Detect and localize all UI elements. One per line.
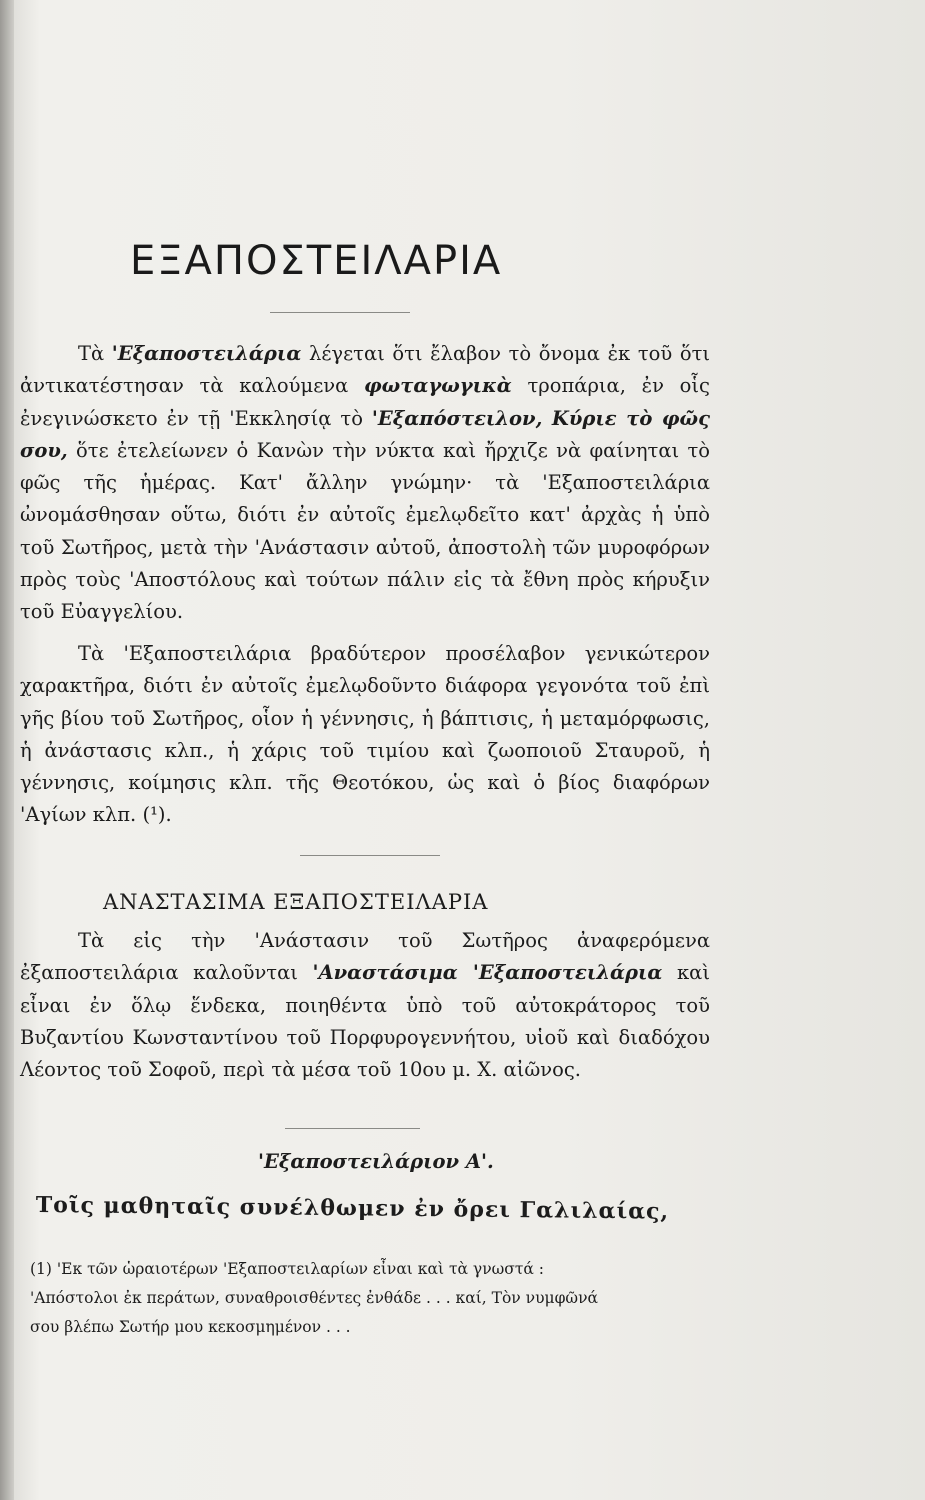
intro-term-fotagogika: φωταγωγικὰ (364, 374, 512, 398)
section-term-anastasima: 'Αναστάσιμα 'Εξαποστειλάρια (312, 961, 663, 985)
chapter-title: ΕΞΑΠΟΣΤΕΙΛΑΡΙΑ (130, 238, 503, 284)
intro-text-4: ὅτε ἐτελείωνεν ὁ Κανὼν τὴν νύκτα καὶ ἤρχιζε νὰ φαίνηται τὸ φῶς τῆς ἡμέρας. Κατ' ἄλλην γνώμην· τὰ 'Εξαποστειλάρια ὠνομάσθησαν οὕτω, διότι ἐν αὐτοῖς ἐμελῳδεῖτο κατ' ἀρχὰς ἡ ὑπὸ τοῦ Σωτῆρος, μετὰ τὴν 'Ανάστασιν αὐτοῦ, ἀποστολὴ τῶν μυροφόρων πρὸς τοὺς 'Αποστόλους καὶ τούτων πάλιν εἰς τὰ ἔθνη πρὸς κήρυξιν τοῦ Εὐαγγελίου. (20, 438, 710, 624)
hymn-first-line: Τοῖς μαθηταῖς συνέλθωμεν ἐν ὄρει Γαλιλαίας, (35, 1192, 670, 1225)
section-paragraph (20, 925, 710, 1086)
section-title: ΑΝΑΣΤΑΣΙΜΑ ΕΞΑΠΟΣΤΕΙΛΑΡΙΑ (103, 890, 489, 914)
section-text-2: καὶ εἶναι ἐν ὅλῳ ἕνδεκα, ποιηθέντα ὑπὸ τοῦ αὐτοκράτορος τοῦ Βυζαντίου Κωνσταντίνου τοῦ Πορφυρογεννήτου, υἱοῦ καὶ διαδόχου Λέοντος τοῦ Σοφοῦ, περὶ τὰ μέσα τοῦ 10ου μ. Χ. αἰῶνος. (20, 961, 710, 1082)
intro-text-3: τροπάρια, ἐν οἷς ἐνεγινώσκετο ἐν τῇ 'Εκκλησίᾳ τὸ (20, 374, 710, 430)
section-divider-top (300, 855, 440, 856)
section-text-1: Τὰ εἰς τὴν 'Ανάστασιν τοῦ Σωτῆρος ἀναφερόμενα ἐξαποστειλάρια καλοῦνται (20, 929, 710, 985)
intro-paragraph-2-text: Τὰ 'Εξαποστειλάρια βραδύτερον προσέλαβον γενικώτερον χαρακτῆρα, διότι ἐν αὐτοῖς ἐμελῳδοῦντο διάφορα γεγονότα τοῦ ἐπὶ γῆς βίου τοῦ Σωτῆρος, οἷον ἡ γέννησις, ἡ βάπτισις, ἡ μεταμόρφωσις, ἡ ἀνάστασις κλπ., ἡ χάρις τοῦ τιμίου καὶ ζωοποιοῦ Σταυροῦ, ἡ γέννησις, κοίμησις κλπ. τῆς Θεοτόκου, ὡς καὶ ὁ βίος διαφόρων 'Αγίων κλπ. (¹). (20, 642, 710, 827)
footnote-line-3: σου βλέπω Σωτήρ μου κεκοσμημένον . . . (30, 1318, 351, 1336)
footnote-line-2: 'Απόστολοι ἐκ περάτων, συναθροισθέντες ἐνθάδε . . . καί, Τὸν νυμφῶνά (30, 1289, 598, 1307)
footnote (30, 1255, 720, 1342)
title-divider (270, 312, 410, 313)
hymn-title: 'Εξαποστειλάριον Α'. (258, 1150, 494, 1173)
binding-shadow (0, 0, 14, 1500)
intro-paragraph-2 (20, 638, 710, 832)
intro-paragraph-1 (20, 338, 710, 629)
intro-term-exaposteilaria: 'Εξαποστειλάρια (111, 342, 302, 365)
section-divider-bottom (285, 1128, 420, 1129)
intro-term-exaposteilon: 'Εξαπόστειλον, Κύριε τὸ φῶς σου, (20, 406, 710, 462)
footnote-line-1: (1) 'Εκ τῶν ὡραιοτέρων 'Εξαποστειλαρίων εἶναι καὶ τὰ γνωστά : (30, 1260, 545, 1278)
intro-text-2: λέγεται ὅτι ἔλαβον τὸ ὄνομα ἐκ τοῦ ὅτι ἀντικατέστησαν τὰ καλούμενα (20, 342, 710, 398)
intro-text-1: Τὰ (78, 342, 112, 365)
